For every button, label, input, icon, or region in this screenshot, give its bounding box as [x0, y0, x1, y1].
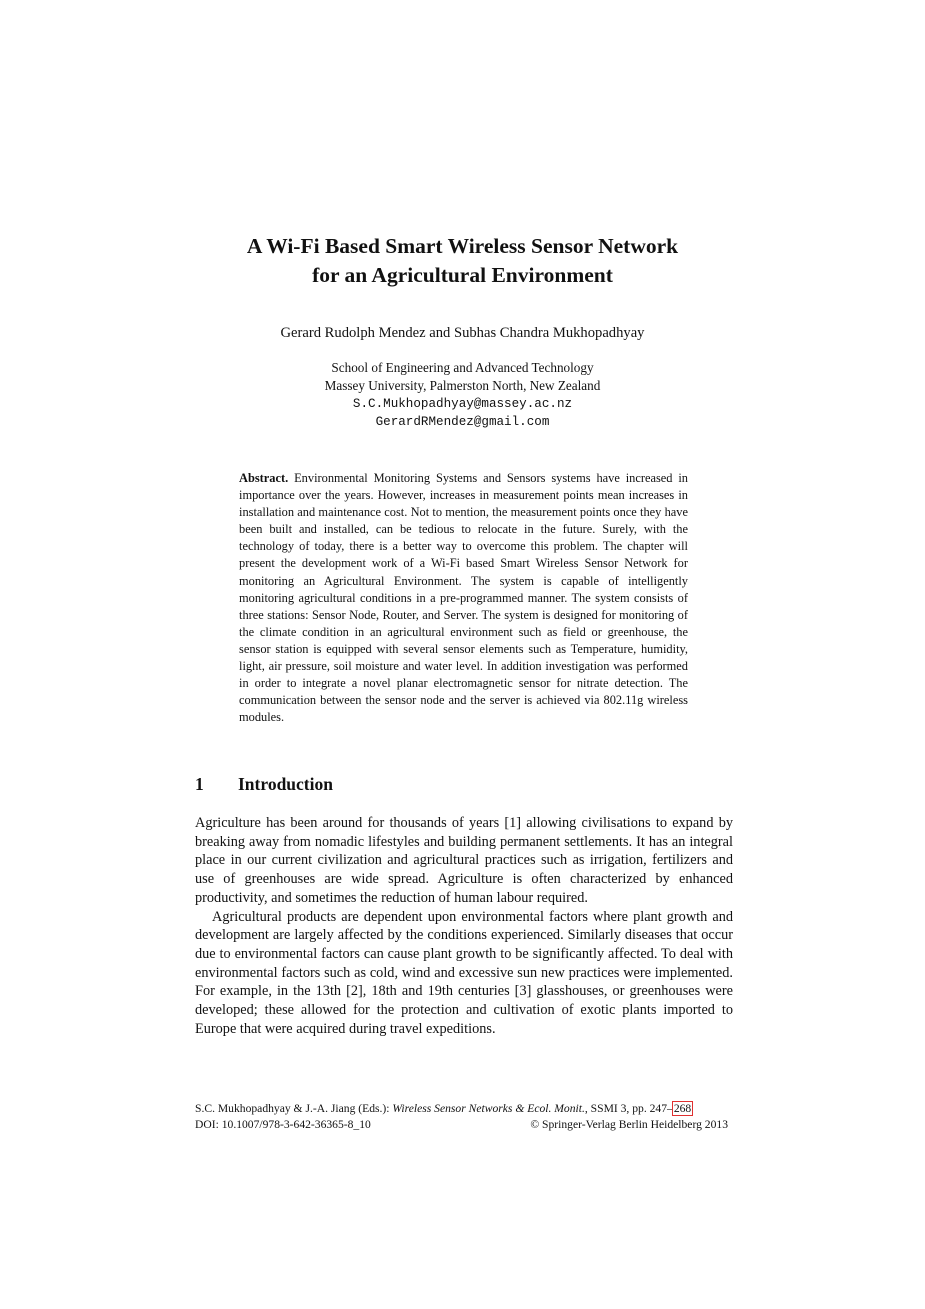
citation-book-title: Wireless Sensor Networks & Ecol. Monit.: [392, 1102, 585, 1115]
intro-paragraph-1: Agriculture has been around for thousands of years [1] allowing civilisations to expand by breaking away from nomadic lifestyles and building permanent settlements. It has an integral place in our current civilization and agricultural practices such as irrigation, fertilizers and use of greenhouses are wide spread. Agriculture is often characterized by enhanced productivity, and sometimes the reduction of human labour required.: [195, 815, 733, 906]
abstract-text: Environmental Monitoring Systems and Sensors systems have increased in importance over the years. However, increases in measurement points mean increases in installation and maintenance cost. Not to mention, the measurement points once they have been built and installed, can be tedious to relocate in the future. Surely, with the technology of today, there is a better way to overcome this problem. The chapter will present the development work of a Wi-Fi based Smart Wireless Sensor Network for monitoring an Agricultural Environment. The system is capable of intelligently monitoring agricultural conditions in a pre-programmed manner. The system consists of three stations: Sensor Node, Router, and Server. The system is designed for monitoring of the climate condition in an agricultural environment such as field or greenhouse, the sensor station is equipped with several sensor elements such as Temperature, humidity, light, air pressure, soil moisture and water level. In addition investigation was performed in order to integrate a novel planar electromagnetic sensor for nitrate detection. The communication between the sensor node and the server is achieved via 802.11g wireless modules.: [239, 471, 688, 725]
introduction-body: [195, 814, 733, 1038]
citation-pages: , SSMI 3, pp. 247–: [584, 1102, 673, 1115]
affiliation-school: School of Engineering and Advanced Technology: [331, 360, 594, 375]
paper-title: [0, 232, 925, 290]
title-line-1: A Wi-Fi Based Smart Wireless Sensor Network: [246, 234, 679, 258]
citation-editors: S.C. Mukhopadhyay & J.-A. Jiang (Eds.):: [195, 1102, 393, 1115]
abstract-label: Abstract.: [239, 471, 289, 485]
section-heading-introduction: [195, 773, 333, 795]
section-number: 1: [195, 774, 204, 794]
page-footer: [195, 1101, 733, 1132]
footer-citation: [195, 1101, 733, 1117]
section-title: Introduction: [238, 774, 333, 794]
authors: Gerard Rudolph Mendez and Subhas Chandra Mukhopadhyay: [280, 325, 645, 341]
abstract: [239, 470, 688, 726]
email-mendez[interactable]: GerardRMendez@gmail.com: [375, 415, 550, 429]
copyright: © Springer-Verlag Berlin Heidelberg 2013: [530, 1117, 728, 1131]
email-mukhopadhyay[interactable]: S.C.Mukhopadhyay@massey.ac.nz: [352, 397, 573, 411]
doi: DOI: 10.1007/978-3-642-36365-8_10: [195, 1117, 371, 1131]
footer-doi-row: [195, 1117, 733, 1133]
intro-paragraph-2: Agricultural products are dependent upon environmental factors where plant growth and development are largely affected by the conditions experienced. Similarly diseases that occur due to environmental factors can cause plant growth to be significantly affected. To deal with environmental factors such as cold, wind and excessive sun new practices were implemented. For example, in the 13th [2], 18th and 19th centuries [3] glasshouses, or greenhouses were developed; these allowed for the protection and cultivation of exotic plants imported to Europe that were acquired during travel expeditions.: [195, 908, 733, 1037]
title-line-2: for an Agricultural Environment: [312, 263, 613, 287]
citation-page-end-link[interactable]: 268: [673, 1102, 692, 1115]
citation: [195, 1101, 692, 1117]
affiliation-university: Massey University, Palmerston North, New Zealand: [324, 378, 601, 393]
affiliation: [0, 359, 925, 431]
